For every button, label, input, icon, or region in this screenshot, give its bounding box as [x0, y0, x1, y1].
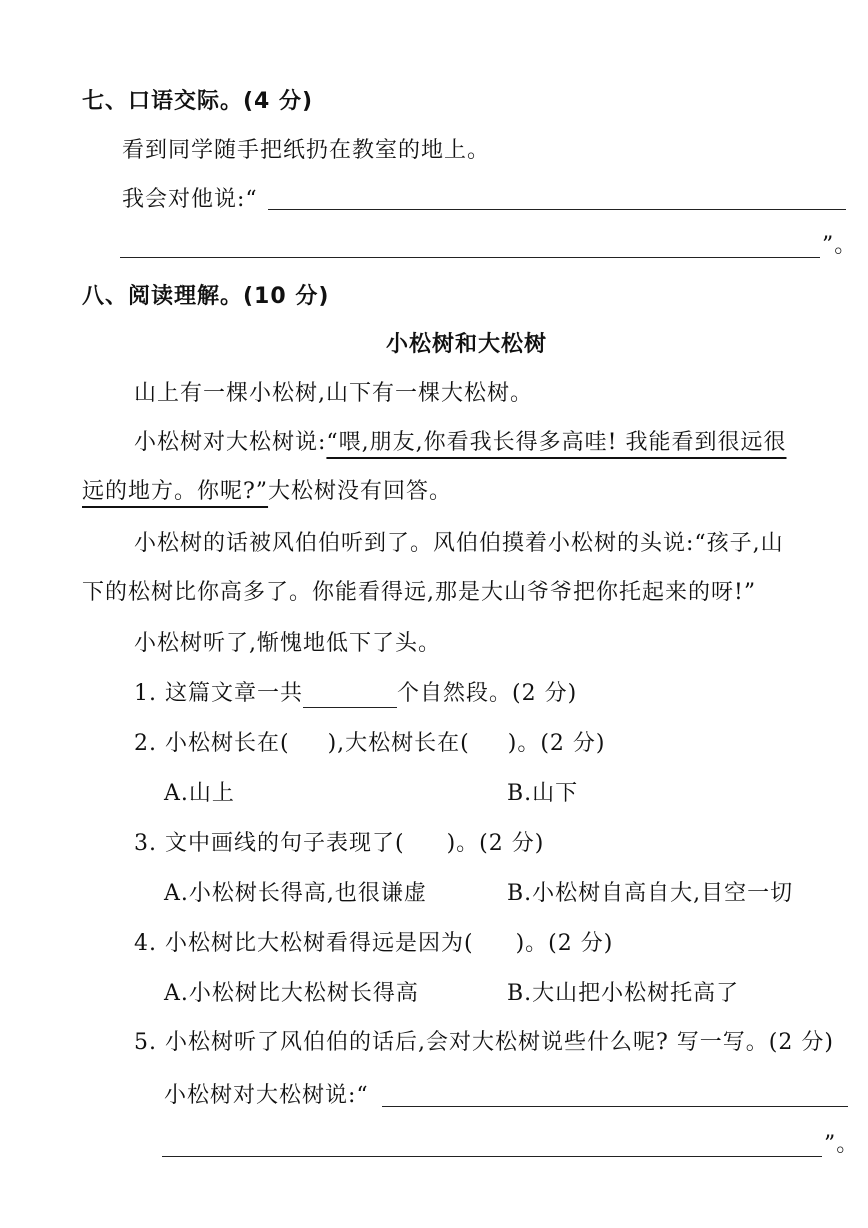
question-2-option-a: A.山上	[164, 781, 235, 806]
story-paragraph-1: 山上有一棵小松树,山下有一棵大松树。	[134, 381, 533, 406]
question-3-option-b: B.小松树自高自大,目空一切	[507, 881, 794, 906]
question-4-option-a: A.小松树比大松树长得高	[164, 981, 419, 1006]
question-5-answer-line-1[interactable]	[382, 1106, 848, 1107]
question-3-text-a: 文中画线的句子表现了(	[165, 831, 405, 856]
section-8-heading: 八、阅读理解。(10 分)	[82, 284, 330, 309]
story-paragraph-3-line-1: 小松树的话被风伯伯听到了。风伯伯摸着小松树的头说:“孩子,山	[134, 531, 784, 556]
story-paragraph-2-line-2	[82, 478, 452, 506]
question-5-answer-line-2[interactable]	[162, 1156, 822, 1157]
story-paragraph-3-line-2: 下的松树比你高多了。你能看得远,那是大山爷爷把你托起来的呀!”	[82, 580, 757, 605]
question-1-text-b: 个自然段。(2 分)	[397, 681, 578, 706]
story-title: 小松树和大松树	[386, 332, 548, 357]
section-7-answer-line-1[interactable]	[268, 209, 846, 210]
question-3-option-a: A.小松树长得高,也很谦虚	[164, 881, 427, 906]
question-number: 3.	[134, 831, 157, 856]
section-7-answer-suffix: ”。	[822, 233, 858, 258]
question-number: 1.	[134, 681, 157, 706]
section-7-prompt: 看到同学随手把纸扔在教室的地上。	[122, 138, 491, 163]
question-3	[134, 830, 544, 858]
question-2-text-b: ),大松树长在(	[327, 731, 470, 756]
question-5	[134, 1029, 834, 1057]
question-5-answer-prefix: 小松树对大松树说:“	[164, 1083, 369, 1108]
question-5-answer-suffix: ”。	[824, 1132, 860, 1157]
question-number: 4.	[134, 931, 157, 956]
question-1	[134, 680, 577, 708]
question-5-text: 小松树听了风伯伯的话后,会对大松树说些什么呢? 写一写。(2 分)	[165, 1030, 834, 1055]
story-paragraph-2-end: 大松树没有回答。	[268, 479, 453, 504]
question-3-text-b: )。(2 分)	[446, 831, 545, 856]
question-4-text-b: )。(2 分)	[515, 931, 614, 956]
story-paragraph-2-start: 小松树对大松树说:	[134, 430, 327, 455]
section-7-heading: 七、口语交际。(4 分)	[82, 89, 314, 114]
section-7-answer-line-2[interactable]	[120, 257, 820, 258]
question-2-text-a: 小松树长在(	[165, 731, 290, 756]
question-2	[134, 730, 606, 758]
question-2-text-c: )。(2 分)	[507, 731, 606, 756]
underlined-sentence-part-2: 远的地方。你呢?”	[82, 479, 269, 504]
question-4-option-b: B.大山把小松树托高了	[507, 981, 740, 1006]
section-7-answer-prefix: 我会对他说:“	[122, 187, 258, 212]
question-1-blank[interactable]	[303, 685, 397, 708]
question-4	[134, 930, 613, 958]
story-paragraph-4: 小松树听了,惭愧地低下了头。	[134, 631, 441, 656]
story-paragraph-2-line-1	[134, 429, 787, 457]
underlined-sentence-part-1: “喂,朋友,你看我长得多高哇! 我能看到很远很	[326, 430, 787, 455]
question-4-text-a: 小松树比大松树看得远是因为(	[165, 931, 474, 956]
question-1-text-a: 这篇文章一共	[165, 681, 304, 706]
question-2-option-b: B.山下	[507, 781, 579, 806]
question-number: 2.	[134, 731, 157, 756]
question-number: 5.	[134, 1030, 157, 1055]
